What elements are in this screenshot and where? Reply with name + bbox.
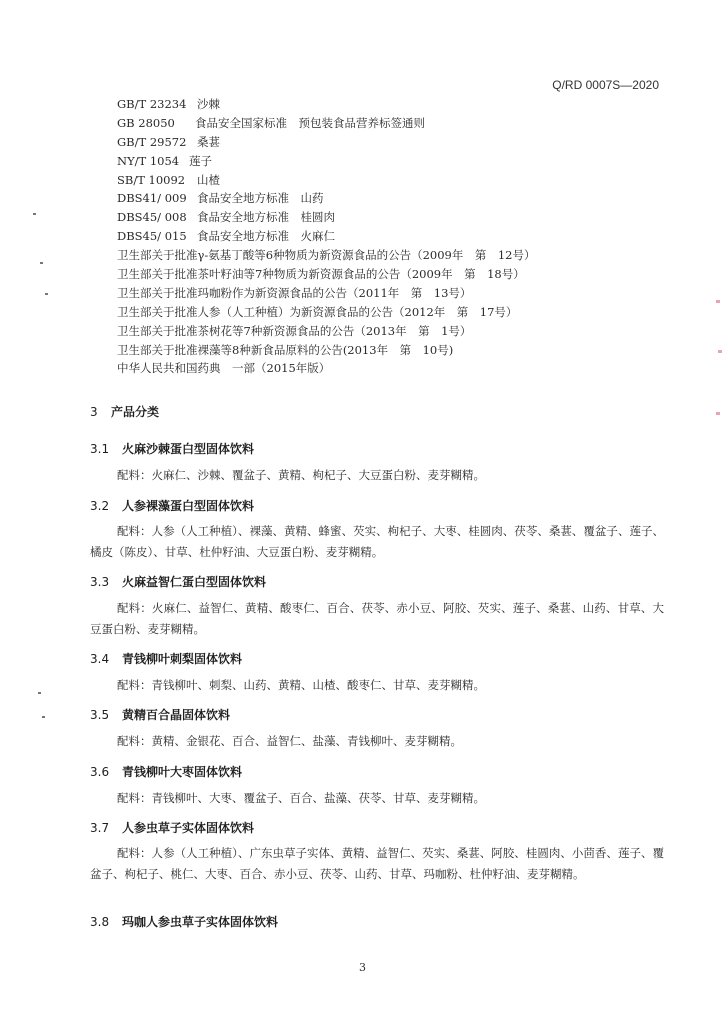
- section-title: 产品分类: [111, 405, 160, 419]
- reference-title: 食品安全地方标准 山药: [197, 191, 324, 206]
- subsection-number: 3.8: [90, 915, 110, 929]
- reference-item: [117, 284, 535, 303]
- reference-item: [117, 95, 535, 114]
- scan-speck: [38, 692, 41, 694]
- page-number: 3: [359, 961, 366, 974]
- reference-item: [117, 171, 535, 190]
- subsection-heading: [90, 650, 242, 667]
- subsection-title: 火麻沙棘蛋白型固体饮料: [122, 442, 255, 456]
- reference-code: DBS45/ 015: [117, 229, 187, 244]
- subsection-title: 火麻益智仁蛋白型固体饮料: [122, 575, 267, 589]
- reference-title: 卫生部关于批准裸藻等8种新食品原料的公告(2013年 第 10号): [117, 342, 454, 357]
- scan-speck: [716, 412, 720, 415]
- reference-title: 食品安全地方标准 桂圆肉: [197, 210, 335, 225]
- scan-speck: [42, 716, 45, 718]
- reference-item: [117, 227, 535, 246]
- normative-references-list: [117, 95, 535, 378]
- ingredients-paragraph: 配料：人参（人工种植）、裸藻、黄精、蜂蜜、芡实、枸杞子、大枣、桂圆肉、茯苓、桑葚、覆盆子、莲子、橘皮（陈皮）、甘草、杜仲籽油、大豆蛋白粉、麦芽糊精。: [90, 524, 664, 559]
- scan-speck: [33, 213, 36, 215]
- subsection-title: 人参虫草子实体固体饮料: [122, 821, 255, 835]
- subsection-number: 3.1: [90, 442, 110, 456]
- reference-code: GB/T 29572: [117, 134, 187, 149]
- reference-item: [117, 114, 535, 133]
- subsection-number: 3.6: [90, 765, 110, 779]
- reference-title: 卫生部关于批准玛咖粉作为新资源食品的公告（2011年 第 13号）: [117, 285, 472, 300]
- subsection-heading: [90, 913, 278, 930]
- ingredients-paragraph: 配料：青钱柳叶、刺梨、山药、黄精、山楂、酸枣仁、甘草、麦芽糊精。: [117, 678, 485, 692]
- reference-title: 食品安全国家标准 预包装食品营养标签通则: [195, 115, 425, 130]
- subsection-heading: [90, 706, 230, 723]
- ingredients-paragraph: 配料：青钱柳叶、大枣、覆盆子、百合、盐藻、茯苓、甘草、麦芽糊精。: [117, 791, 485, 805]
- subsection-title: 人参裸藻蛋白型固体饮料: [122, 499, 255, 513]
- reference-title: 莲子: [189, 153, 212, 168]
- subsection-number: 3.5: [90, 708, 110, 722]
- ingredients-paragraph: 配料：人参（人工种植）、广东虫草子实体、黄精、益智仁、芡实、桑葚、阿胶、桂圆肉、小茴香、莲子、覆盆子、枸杞子、桃仁、大枣、百合、赤小豆、茯苓、山药、甘草、玛咖粉、杜仲籽油、麦芽糊精。: [90, 846, 664, 881]
- reference-code: DBS41/ 009: [117, 191, 187, 206]
- section-number: 3: [90, 405, 98, 419]
- subsection-number: 3.7: [90, 821, 110, 835]
- ingredients-paragraph: 配料：火麻仁、益智仁、黄精、酸枣仁、百合、茯苓、赤小豆、阿胶、芡实、莲子、桑葚、山药、甘草、大豆蛋白粉、麦芽糊精。: [90, 601, 664, 636]
- reference-title: 食品安全地方标准 火麻仁: [197, 229, 335, 244]
- subsection-title: 青钱柳叶刺梨固体饮料: [122, 652, 243, 666]
- reference-title: 卫生部关于批准茶树花等7种新资源食品的公告（2013年 第 1号）: [117, 323, 472, 338]
- reference-title: 沙棘: [197, 97, 220, 111]
- reference-item: [117, 246, 535, 265]
- reference-item: [117, 265, 535, 284]
- subsection-title: 玛咖人参虫草子实体固体饮料: [122, 915, 279, 929]
- subsection-heading: [90, 440, 254, 457]
- reference-title: 中华人民共和国药典 一部（2015年版）: [117, 361, 331, 376]
- subsection-heading: [90, 763, 242, 780]
- subsection-title: 青钱柳叶大枣固体饮料: [122, 765, 243, 779]
- reference-title: 卫生部关于批准γ-氨基丁酸等6种物质为新资源食品的公告（2009年 第 12号）: [117, 248, 536, 263]
- subsection-heading: [90, 497, 254, 514]
- subsection-number: 3.4: [90, 652, 110, 666]
- reference-title: 山楂: [197, 172, 220, 187]
- scan-speck: [40, 262, 43, 264]
- reference-item: [117, 208, 535, 227]
- reference-item: [117, 359, 535, 378]
- subsection-number: 3.2: [90, 499, 110, 513]
- reference-code: DBS45/ 008: [117, 210, 187, 225]
- subsection-heading: [90, 819, 254, 836]
- reference-code: GB/T 23234: [117, 97, 187, 111]
- subsection-title: 黄精百合晶固体饮料: [122, 708, 231, 722]
- reference-title: 卫生部关于批准人参（人工种植）为新资源食品的公告（2012年 第 17号）: [117, 304, 518, 319]
- scan-speck: [718, 350, 722, 353]
- reference-item: [117, 152, 535, 171]
- reference-code: SB/T 10092: [117, 172, 186, 187]
- scan-speck: [716, 300, 720, 303]
- ingredients-paragraph: 配料：火麻仁、沙棘、覆盆子、黄精、枸杞子、大豆蛋白粉、麦芽糊精。: [117, 468, 485, 482]
- subsection-heading: [90, 573, 266, 590]
- reference-item: [117, 322, 535, 341]
- scan-speck: [45, 293, 48, 295]
- reference-title: 卫生部关于批准茶叶籽油等7种物质为新资源食品的公告（2009年 第 18号）: [117, 267, 525, 282]
- reference-item: [117, 189, 535, 208]
- ingredients-paragraph: 配料：黄精、金银花、百合、益智仁、盐藻、青钱柳叶、麦芽糊精。: [117, 734, 462, 748]
- reference-item: [117, 303, 535, 322]
- document-code: Q/RD 0007S—2020: [552, 78, 659, 92]
- reference-title: 桑葚: [197, 134, 220, 149]
- reference-item: [117, 341, 535, 360]
- reference-code: NY/T 1054: [117, 153, 180, 168]
- section-heading: [90, 403, 159, 420]
- reference-code: GB 28050: [117, 115, 175, 130]
- subsection-number: 3.3: [90, 575, 110, 589]
- reference-item: [117, 133, 535, 152]
